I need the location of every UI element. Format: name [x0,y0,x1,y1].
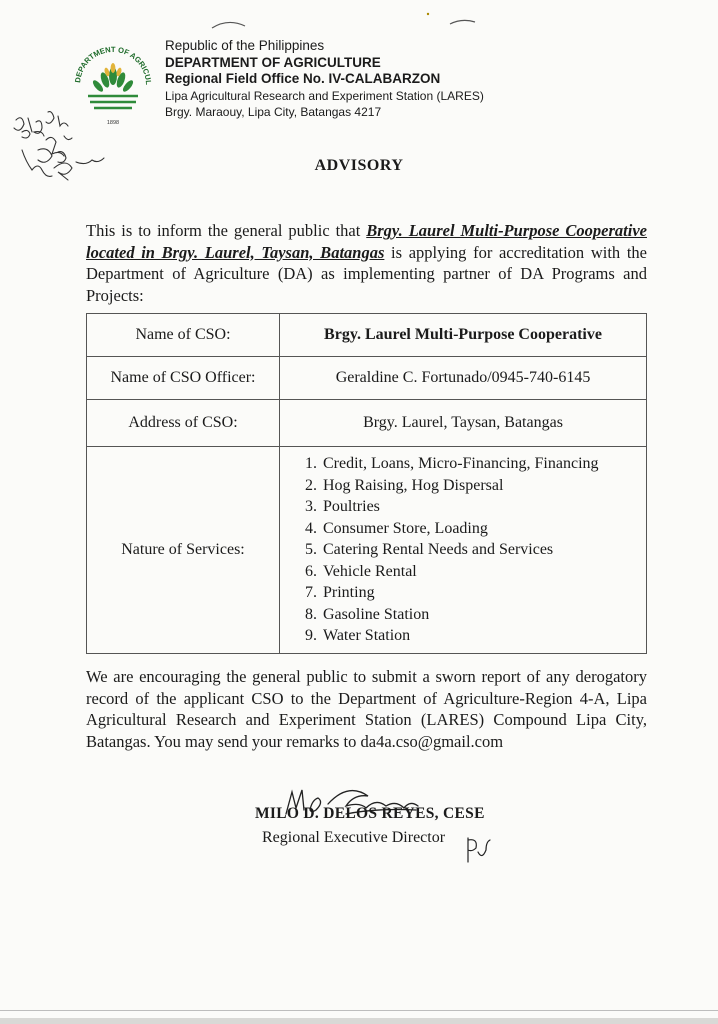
list-item: 6. Vehicle Rental [321,561,645,583]
intro-tail: is applying for accreditation with the Department of Agriculture (DA) as implementing partner of DA Programs and Projects: [86,242,647,305]
list-item: 8. Gasoline Station [321,604,645,626]
intro-paragraph [86,220,647,306]
cso-address-value: Brgy. Laurel, Taysan, Batangas [280,400,647,447]
services-list [281,453,645,647]
list-item: 4. Consumer Store, Loading [321,518,645,540]
cso-officer-value: Geraldine C. Fortunado/0945-740-6145 [280,357,647,400]
closing-paragraph: We are encouraging the general public to submit a sworn report of any derogatory record of the applicant CSO to the Department of Agriculture-Region 4-A, Lipa Agricultural Research and Experiment Station (LARES) Compound Lipa City, Batangas. You may send your remarks to da4a.cso@gmail.com [86,667,647,751]
letterhead-department: DEPARTMENT OF AGRICULTURE [165,54,381,70]
letterhead-regional-office: Regional Field Office No. IV-CALABARZON [165,71,441,86]
services-label: Nature of Services: [87,447,280,654]
table-row [87,447,647,654]
letterhead-republic: Republic of the Philippines [165,38,325,53]
document-title: ADVISORY [314,157,404,174]
list-item: 3. Poultries [321,496,645,518]
letterhead [165,38,484,121]
svg-text:1898: 1898 [106,120,120,126]
cso-name-value: Brgy. Laurel Multi-Purpose Cooperative [280,314,647,357]
services-cell [280,447,647,654]
list-item: 5. Catering Rental Needs and Services [321,539,645,561]
signatory-title: Regional Executive Director [262,829,446,846]
list-item: 7. Printing [321,582,645,604]
list-item: 1. Credit, Loans, Micro-Financing, Financing [321,453,645,475]
table-row [87,400,647,447]
table-row [87,357,647,400]
cso-name-label: Name of CSO: [87,314,280,357]
letterhead-address: Brgy. Maraouy, Lipa City, Batangas 4217 [165,105,382,119]
svg-text:DEPARTMENT OF AGRICULTURE: DEPARTMENT OF AGRICUL [73,44,154,85]
intro-cso-name: Brgy. Laurel Multi-Purpose Cooperative located in Brgy. Laurel, Taysan, Batangas [86,221,647,262]
scan-artifact-line [0,1010,718,1011]
table-row [87,314,647,357]
list-item: 2. Hog Raising, Hog Dispersal [321,475,645,497]
letterhead-station: Lipa Agricultural Research and Experiment Station (LARES) [165,88,484,103]
intro-lead: This is to inform the general public that [86,221,367,240]
list-item: 9. Water Station [321,625,645,647]
scan-edge [0,1018,718,1024]
cso-address-label: Address of CSO: [87,400,280,447]
cso-officer-label: Name of CSO Officer: [87,357,280,400]
signatory-name: MILO D. DELOS REYES, CESE [255,805,485,822]
scan-marks [200,10,500,40]
handwritten-initials [462,834,492,864]
cso-details-table [86,313,647,654]
